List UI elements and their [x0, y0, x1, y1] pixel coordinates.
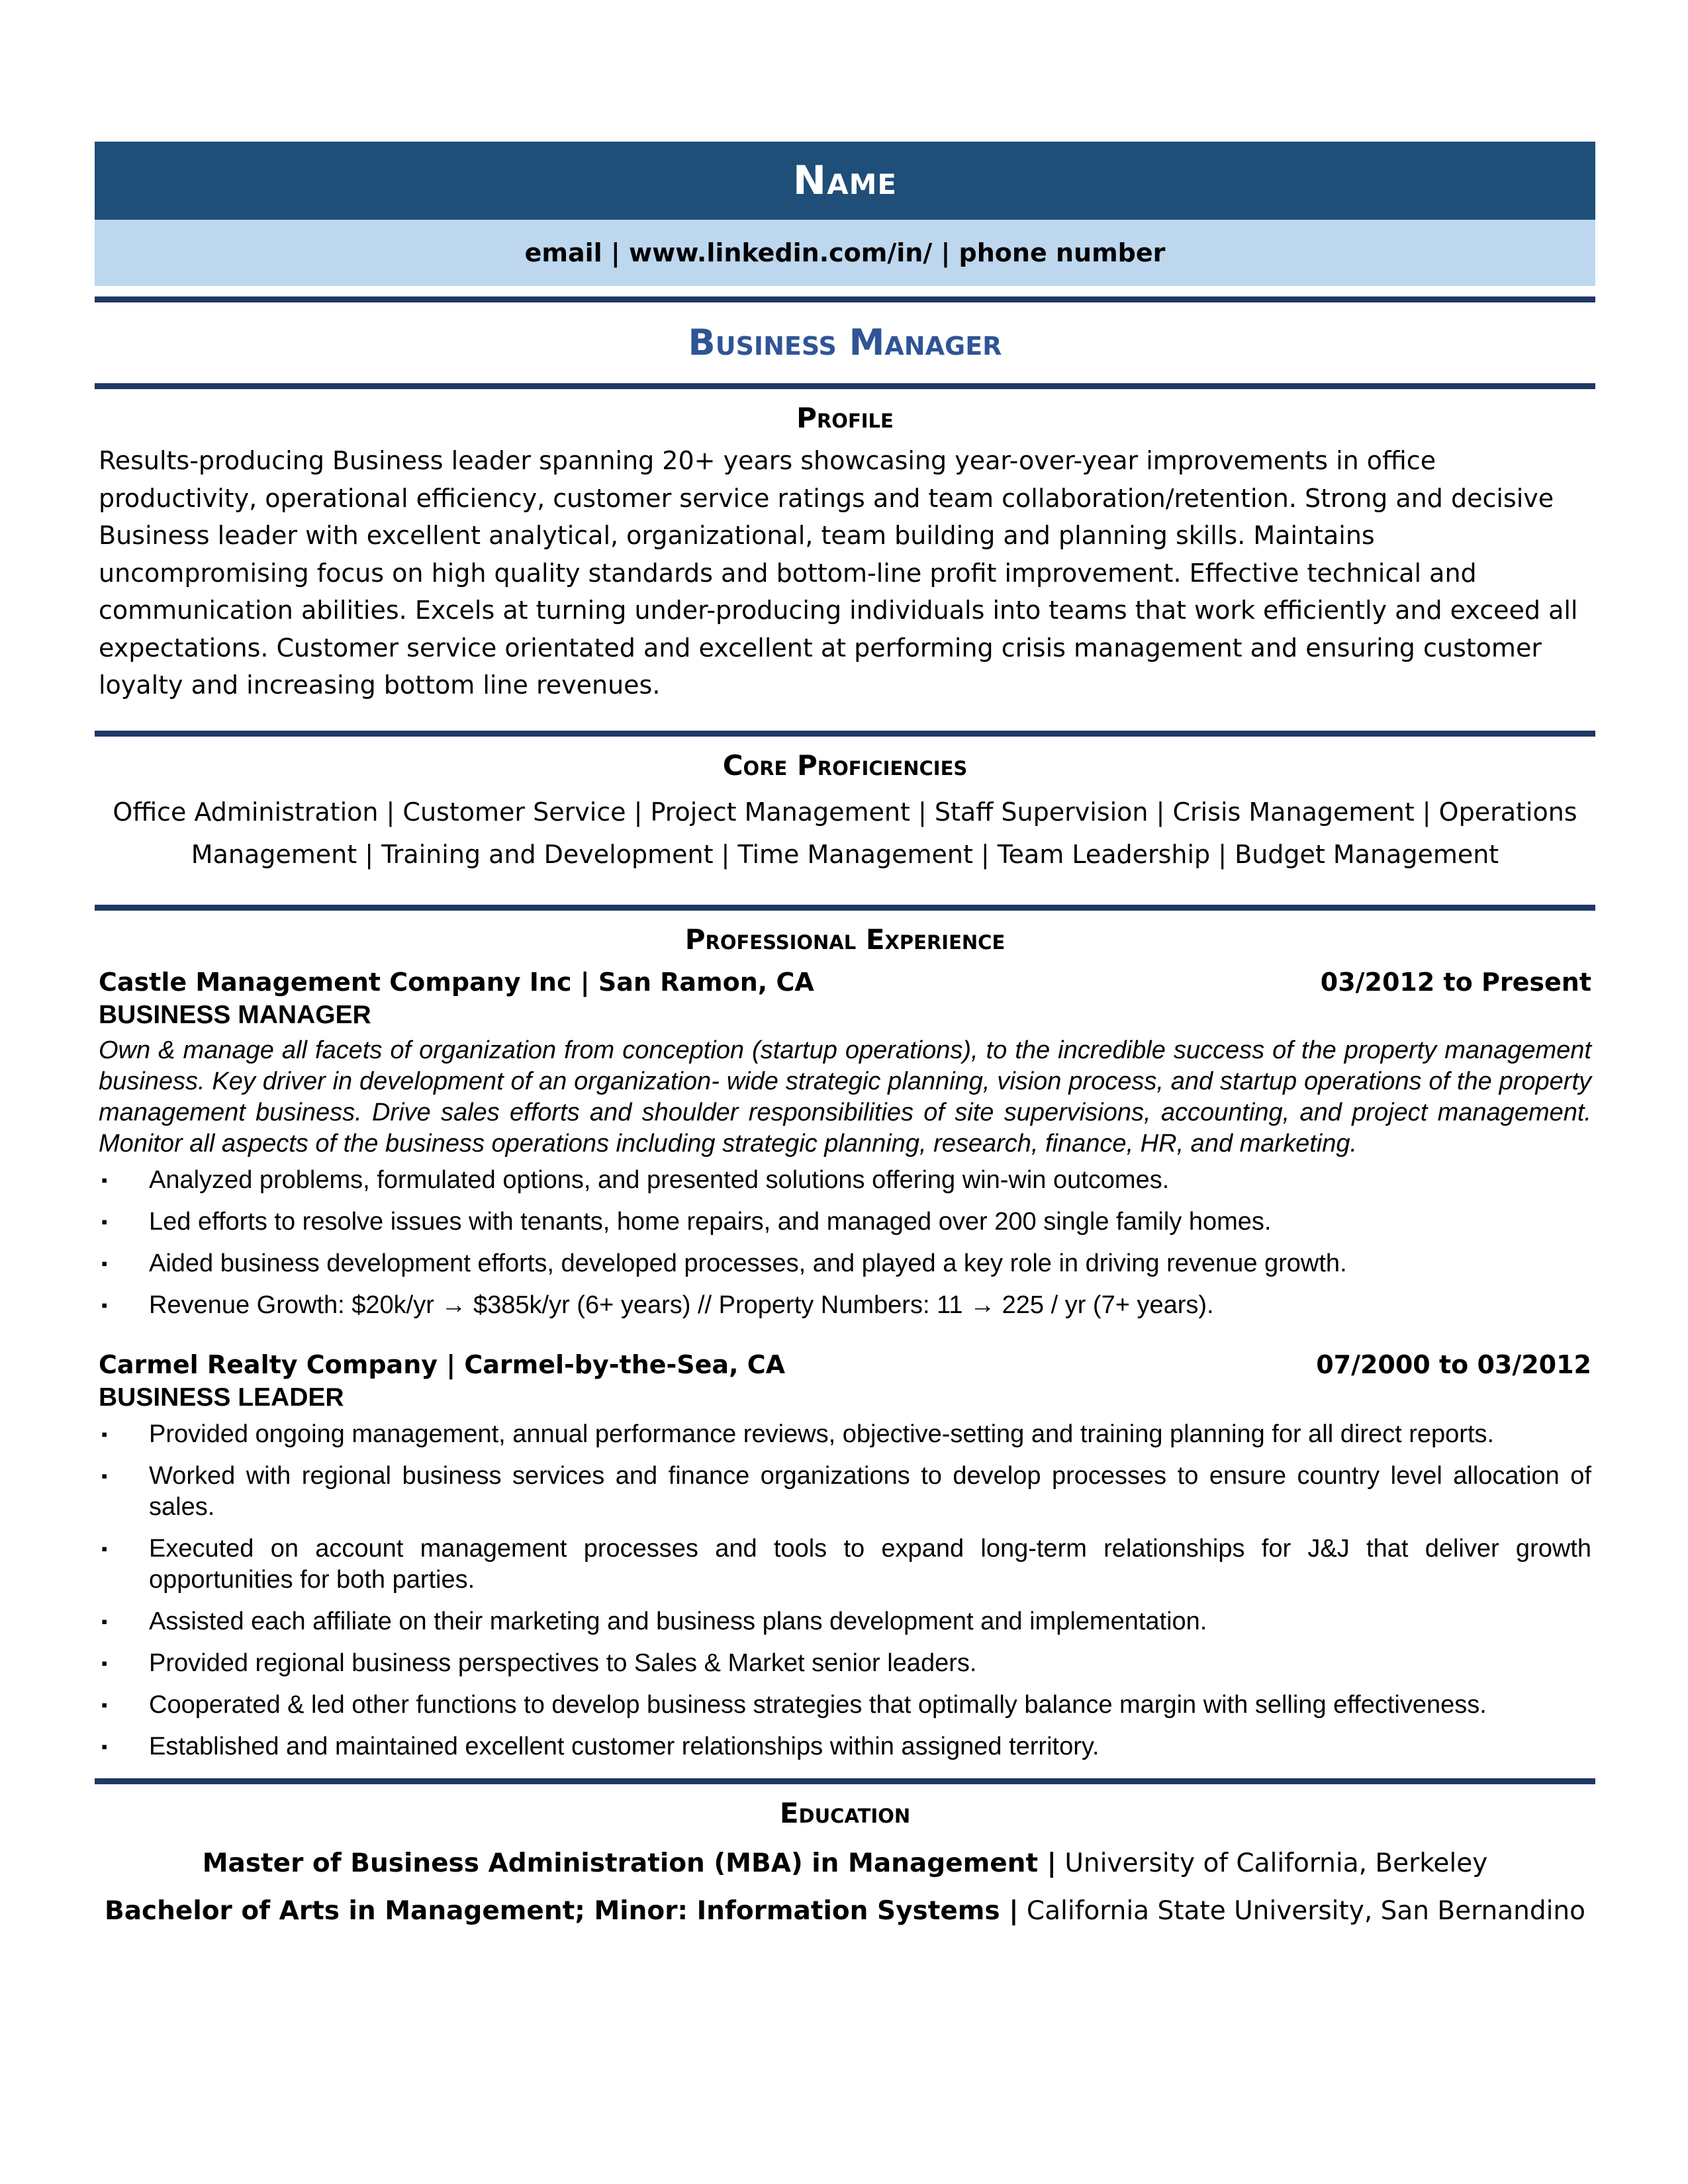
- bullet-icon: ▪: [101, 1169, 108, 1190]
- education-heading: Education: [779, 1796, 911, 1829]
- job-dates: 03/2012 to Present: [1320, 967, 1591, 997]
- job-bullets: [95, 1419, 1595, 1762]
- job-entry: [95, 965, 1595, 1321]
- school: University of California, Berkeley: [1064, 1848, 1488, 1878]
- degree: Bachelor of Arts in Management; Minor: Information Systems |: [104, 1895, 1019, 1926]
- profile-summary: Results-producing Business leader spanning 20+ years showcasing year-over-year improvements in office productivity, operational efficiency, customer service ratings and team collaboration/retention. Strong and decisive Business leader with excellent analytical, organizational, team building and planning skills. Maintains uncompromising focus on high quality standards and bottom-line profit improvement. Effective technical and communication abilities. Excels at turning under-producing individuals into teams that work efficiently and exceed all expectations. Customer service orientated and excellent at performing crisis management and ensuring customer loyalty and increasing bottom line revenues.: [99, 446, 1578, 700]
- contact-info: email | www.linkedin.com/in/ | phone number: [524, 238, 1166, 267]
- candidate-name: Name: [792, 158, 898, 204]
- bullet-icon: ▪: [101, 1424, 108, 1444]
- bullet-icon: ▪: [101, 1694, 108, 1715]
- job-role: BUSINESS LEADER: [99, 1383, 344, 1412]
- list-item: ▪ Established and maintained excellent customer relationships within assigned territory.: [95, 1731, 1595, 1762]
- divider: [95, 383, 1595, 389]
- profile-heading: Profile: [796, 402, 894, 434]
- education-entry: [95, 1840, 1595, 1888]
- bullet-icon: ▪: [101, 1465, 108, 1486]
- education-entry: [95, 1888, 1595, 1935]
- job-company: Carmel Realty Company | Carmel-by-the-Sea, CA: [99, 1349, 786, 1379]
- bullet-icon: ▪: [101, 1653, 108, 1673]
- job-title: Business Manager: [688, 322, 1002, 363]
- list-item: ▪ Provided regional business perspectives to Sales & Market senior leaders.: [95, 1648, 1595, 1679]
- proficiencies-heading: Core Proficiencies: [722, 749, 968, 782]
- divider: [95, 731, 1595, 737]
- bullet-icon: ▪: [101, 1611, 108, 1631]
- list-item: ▪ Provided ongoing management, annual performance reviews, objective-setting and training planning for all direct reports.: [95, 1419, 1595, 1450]
- job-header: [95, 965, 1595, 999]
- job-header: [95, 1347, 1595, 1382]
- job-dates: 07/2000 to 03/2012: [1316, 1349, 1591, 1379]
- school: California State University, San Bernandino: [1026, 1895, 1586, 1926]
- job-company: Castle Management Company Inc | San Ramon, CA: [99, 967, 814, 997]
- list-item: ▪ Worked with regional business services and finance organizations to develop processes to ensure country level allocation of sales.: [101, 1461, 1591, 1521]
- contact-banner: [95, 220, 1595, 286]
- bullet-icon: ▪: [101, 1211, 108, 1232]
- list-item: ▪ Analyzed problems, formulated options, and presented solutions offering win-win outcomes.: [95, 1165, 1595, 1196]
- list-item: ▪ Executed on account management processes and tools to expand long-term relationships for J&J that deliver growth opportunities for both parties.: [101, 1534, 1591, 1594]
- job-description: Own & manage all facets of organization from conception (startup operations), to the incredible success of the property management business. Key driver in development of an organization- wide strategic planning, vision process, and startup operations of the property management business. Drive sales efforts and shoulder responsibilities of site supervisions, accounting, and project management. Monitor all aspects of the business operations including strategic planning, research, finance, HR, and marketing.: [99, 1036, 1591, 1158]
- proficiencies-list: Office Administration | Customer Service | Project Management | Staff Supervision | Crisis Management | Operations Management | Training and Development | Time Management | Team Leadership | Budget Management: [113, 797, 1577, 869]
- list-item: ▪ Assisted each affiliate on their marketing and business plans development and implementation.: [95, 1606, 1595, 1637]
- divider: [95, 1778, 1595, 1784]
- bullet-icon: ▪: [101, 1736, 108, 1756]
- degree: Master of Business Administration (MBA) in Management |: [202, 1848, 1056, 1878]
- experience-heading: Professional Experience: [684, 923, 1006, 956]
- bullet-icon: ▪: [101, 1295, 108, 1315]
- bullet-icon: ▪: [101, 1253, 108, 1273]
- job-bullets: [95, 1165, 1595, 1321]
- list-item: ▪ Cooperated & led other functions to develop business strategies that optimally balance margin with selling effectiveness.: [95, 1690, 1595, 1721]
- list-item: ▪ Revenue Growth: $20k/yr → $385k/yr (6+ years) // Property Numbers: 11 → 225 / yr (7+ years).: [95, 1290, 1595, 1321]
- list-item: ▪ Aided business development efforts, developed processes, and played a key role in driving revenue growth.: [95, 1248, 1595, 1279]
- name-banner: [95, 142, 1595, 220]
- list-item: ▪ Led efforts to resolve issues with tenants, home repairs, and managed over 200 single family homes.: [95, 1206, 1595, 1238]
- resume-page: [95, 142, 1595, 1935]
- job-role: BUSINESS MANAGER: [99, 1000, 371, 1029]
- divider: [95, 296, 1595, 302]
- bullet-icon: ▪: [101, 1538, 108, 1559]
- job-entry: [95, 1347, 1595, 1762]
- divider: [95, 905, 1595, 911]
